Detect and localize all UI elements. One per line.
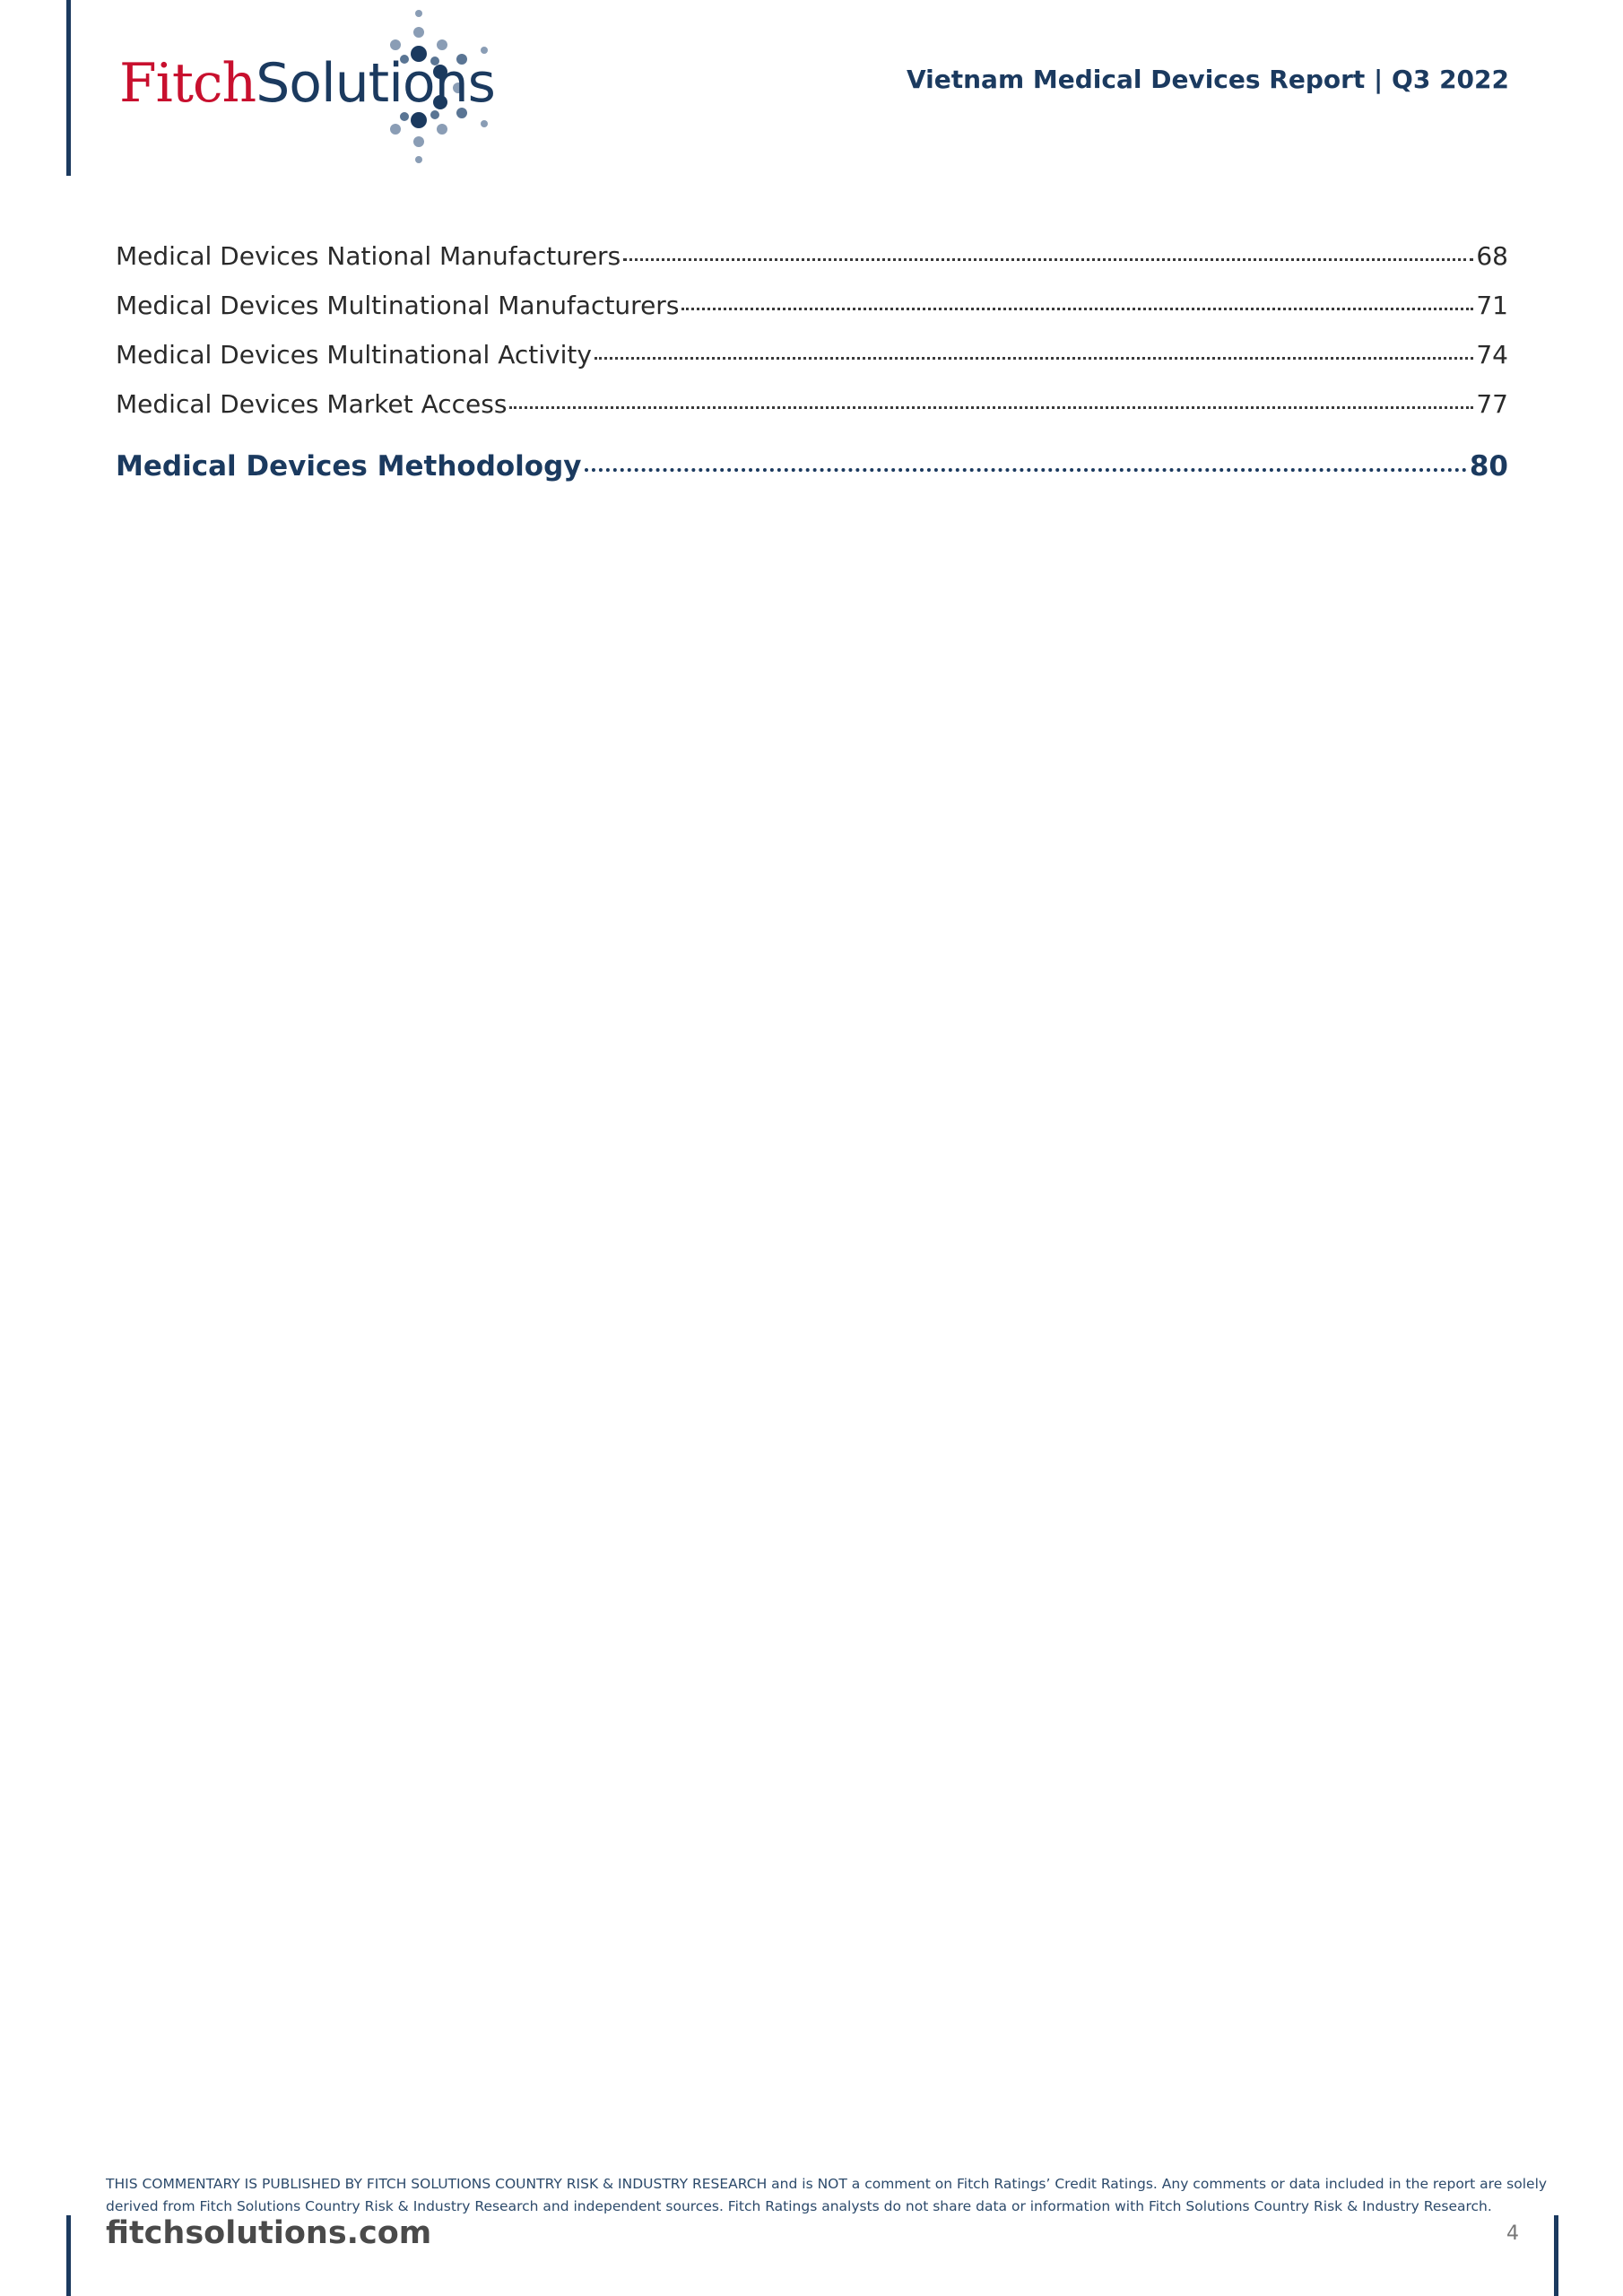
toc-entry-page: 68 [1476, 241, 1508, 271]
toc-entry-label: Medical Devices National Manufacturers [116, 241, 621, 271]
toc-entry-page: 71 [1476, 291, 1508, 320]
toc-leader-dots [595, 357, 1473, 360]
report-title: Vietnam Medical Devices Report | Q3 2022 [906, 65, 1509, 94]
footer-website-link[interactable]: fitchsolutions.com [106, 2215, 432, 2251]
toc-entry[interactable] [116, 335, 1508, 385]
toc-entry-section[interactable] [116, 447, 1508, 496]
toc-entry-label: Medical Devices Market Access [116, 389, 508, 419]
toc-entry-label: Medical Devices Methodology [116, 450, 582, 483]
toc-entry[interactable] [116, 286, 1508, 335]
fitch-solutions-logo [119, 7, 505, 169]
table-of-contents [116, 237, 1508, 496]
toc-entry-page: 74 [1476, 340, 1508, 370]
toc-entry-label: Medical Devices Multinational Activity [116, 340, 592, 370]
toc-entry-page: 80 [1469, 450, 1508, 483]
toc-entry-page: 77 [1476, 389, 1508, 419]
logo-word-solutions: Solutions [256, 52, 495, 115]
footer-disclaimer: THIS COMMENTARY IS PUBLISHED BY FITCH SOLUTIONS COUNTRY RISK & INDUSTRY RESEARCH and is NOT a comment on Fitch Ratings’ Credit Ratings. Any comments or data included in the report are solely derived from Fitch Solutions Country Risk & Industry Research and independent sources. Fitch Ratings analysts do not share data or information with Fitch Solutions Country Risk & Industry Research. [106, 2176, 1548, 2214]
logo-wordmark [119, 52, 495, 115]
toc-entry[interactable] [116, 385, 1508, 434]
page-number: 4 [1506, 2222, 1519, 2245]
footer-left-bar [66, 2215, 71, 2296]
left-margin-bar [66, 0, 71, 176]
toc-entry-label: Medical Devices Multinational Manufacturers [116, 291, 680, 320]
toc-leader-dots [681, 308, 1473, 310]
logo-word-fitch: Fitch [119, 52, 256, 115]
toc-leader-dots [509, 406, 1473, 409]
toc-leader-dots [623, 258, 1473, 261]
footer-right-bar [1554, 2215, 1558, 2296]
toc-entry[interactable] [116, 237, 1508, 286]
toc-leader-dots [585, 468, 1467, 472]
